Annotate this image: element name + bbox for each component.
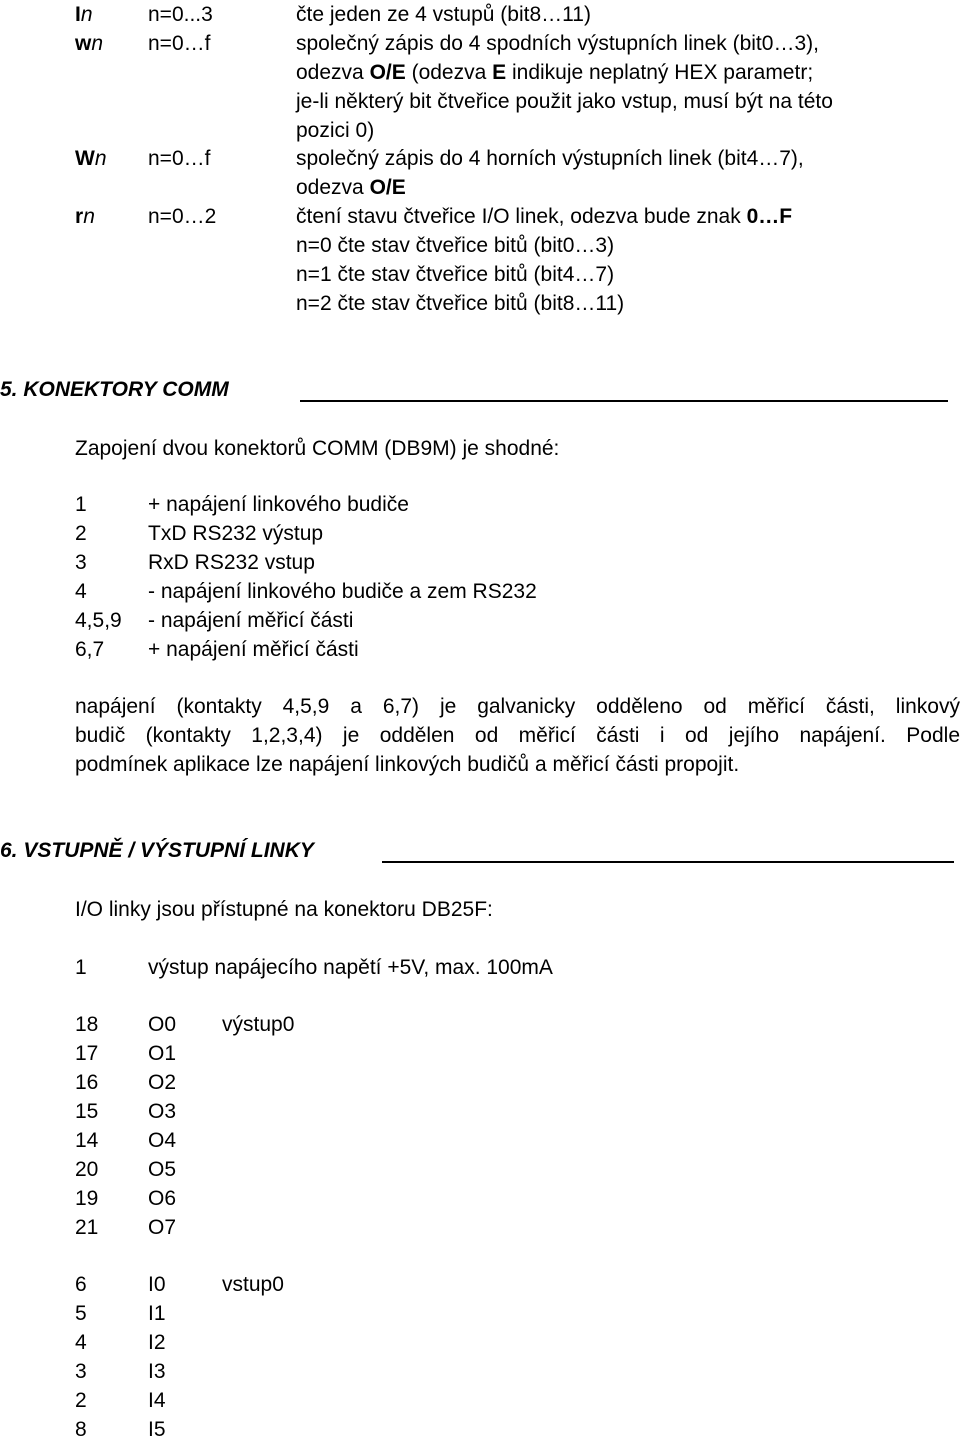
section-5-underline	[300, 400, 948, 402]
command-name	[75, 29, 145, 58]
section-6-intro: I/O linky jsou přístupné na konektoru DB25F:	[75, 898, 493, 921]
text-run: pozici 0)	[296, 118, 375, 142]
text-run: indikuje neplatný HEX parametr;	[506, 60, 814, 84]
note-line-3: podmínek aplikace lze napájení linkových budičů a měřicí části propojit.	[75, 753, 740, 776]
pin-number: 2	[75, 1389, 87, 1412]
bold-token: O/E	[369, 60, 406, 84]
description-line	[296, 260, 792, 289]
section-6-underline	[382, 861, 954, 863]
signal-name: O4	[148, 1129, 177, 1152]
command-letter: r	[75, 204, 84, 228]
signal-name: I0	[148, 1273, 166, 1296]
signal-name: O5	[148, 1158, 177, 1181]
pin-description: - napájení měřicí části	[148, 609, 354, 632]
command-letter: W	[75, 147, 95, 170]
pin-number: 4,5,9	[75, 609, 122, 632]
description-line	[296, 202, 792, 231]
pin-number: 20	[75, 1158, 99, 1181]
pin-number: 6	[75, 1273, 87, 1296]
description-line	[296, 116, 833, 145]
command-description	[296, 0, 591, 29]
text-run: společný zápis do 4 horních výstupních linek (bit4…7),	[296, 147, 804, 170]
pin-description: + napájení měřicí části	[148, 638, 359, 661]
signal-name: O3	[148, 1100, 177, 1123]
command-suffix: n	[83, 204, 95, 228]
signal-name: I2	[148, 1331, 166, 1354]
pin-number: 18	[75, 1013, 99, 1036]
description-line	[296, 58, 833, 87]
section-5-title: 5. KONEKTORY COMM	[0, 378, 229, 401]
text-run: společný zápis do 4 spodních výstupních linek (bit0…3),	[296, 31, 819, 55]
command-name	[75, 0, 145, 29]
command-suffix: n	[91, 31, 104, 55]
pin-number: 21	[75, 1216, 99, 1239]
pin-number: 14	[75, 1129, 99, 1152]
pin-description: + napájení linkového budiče	[148, 493, 409, 516]
description-line	[296, 29, 833, 58]
command-suffix: n	[80, 3, 93, 26]
pin-number: 5	[75, 1302, 87, 1325]
bold-token: 0…F	[746, 204, 793, 228]
pin-number: 19	[75, 1187, 99, 1210]
signal-name: I1	[148, 1302, 166, 1325]
pin-description: výstup napájecího napětí +5V, max. 100mA	[148, 956, 553, 979]
signal-name: O1	[148, 1042, 177, 1065]
pin-number: 2	[75, 522, 87, 545]
pin-number: 16	[75, 1071, 99, 1094]
signal-name: O2	[148, 1071, 177, 1094]
section-6-title: 6. VSTUPNĚ / VÝSTUPNÍ LINKY	[0, 839, 314, 862]
section-6-heading	[0, 836, 960, 866]
command-letter: I	[75, 3, 81, 26]
pin-number: 1	[75, 493, 87, 516]
pin-number: 8	[75, 1418, 87, 1441]
section-5-note	[75, 692, 960, 779]
text-run: čte jeden ze 4 vstupů (bit8…11)	[296, 3, 591, 26]
text-run: čtení stavu čtveřice I/O linek, odezva bude znak	[296, 204, 747, 228]
signal-name: I3	[148, 1360, 166, 1383]
pin-number: 4	[75, 1331, 87, 1354]
text-run: n=1 čte stav čtveřice bitů (bit4…7)	[296, 262, 615, 286]
command-range: n=0…2	[148, 204, 217, 228]
note-line-2: budič (kontakty 1,2,3,4) je oddělen od měřicí části i od jejího napájení. Podle	[75, 724, 960, 747]
bold-token: E	[492, 60, 507, 84]
command-description	[296, 202, 792, 318]
description-line	[296, 289, 792, 318]
section-5-heading	[0, 375, 960, 405]
pin-number: 1	[75, 956, 87, 979]
bold-token: O/E	[369, 176, 406, 199]
command-description	[296, 29, 833, 145]
pin-number: 4	[75, 580, 87, 603]
description-line	[296, 144, 804, 173]
command-name	[75, 144, 145, 173]
description-line	[296, 87, 833, 116]
section-5-intro: Zapojení dvou konektorů COMM (DB9M) je shodné:	[75, 437, 560, 460]
signal-note: výstup0	[222, 1013, 295, 1036]
pin-number: 15	[75, 1100, 99, 1123]
command-suffix: n	[94, 147, 107, 170]
signal-name: I4	[148, 1389, 166, 1412]
signal-name: I5	[148, 1418, 166, 1441]
pin-number: 6,7	[75, 638, 105, 661]
command-range: n=0…f	[148, 147, 211, 170]
description-line	[296, 231, 792, 260]
pin-description: RxD RS232 vstup	[148, 551, 315, 574]
description-line	[296, 173, 804, 202]
text-run: n=0 čte stav čtveřice bitů (bit0…3)	[296, 233, 615, 257]
command-name	[75, 202, 145, 231]
command-description	[296, 144, 804, 202]
note-line-1: napájení (kontakty 4,5,9 a 6,7) je galvanicky odděleno od měřicí části, linkový	[75, 695, 960, 718]
pin-description: TxD RS232 výstup	[148, 522, 324, 545]
text-run: (odezva	[405, 60, 493, 84]
signal-name: O6	[148, 1187, 177, 1210]
text-run: n=2 čte stav čtveřice bitů (bit8…11)	[296, 291, 625, 315]
signal-name: O7	[148, 1216, 177, 1239]
description-line	[296, 0, 591, 29]
pin-number: 3	[75, 551, 87, 574]
text-run: odezva	[296, 176, 370, 199]
command-letter: w	[75, 31, 92, 55]
text-run: je-li některý bit čtveřice použit jako vstup, musí být na této	[296, 89, 833, 113]
signal-name: O0	[148, 1013, 177, 1036]
pin-description: - napájení linkového budiče a zem RS232	[148, 580, 537, 603]
pin-number: 3	[75, 1360, 87, 1383]
command-range: n=0…f	[148, 31, 211, 55]
command-range: n=0...3	[148, 3, 213, 26]
pin-number: 17	[75, 1042, 99, 1065]
signal-note: vstup0	[222, 1273, 284, 1296]
text-run: odezva	[296, 60, 370, 84]
